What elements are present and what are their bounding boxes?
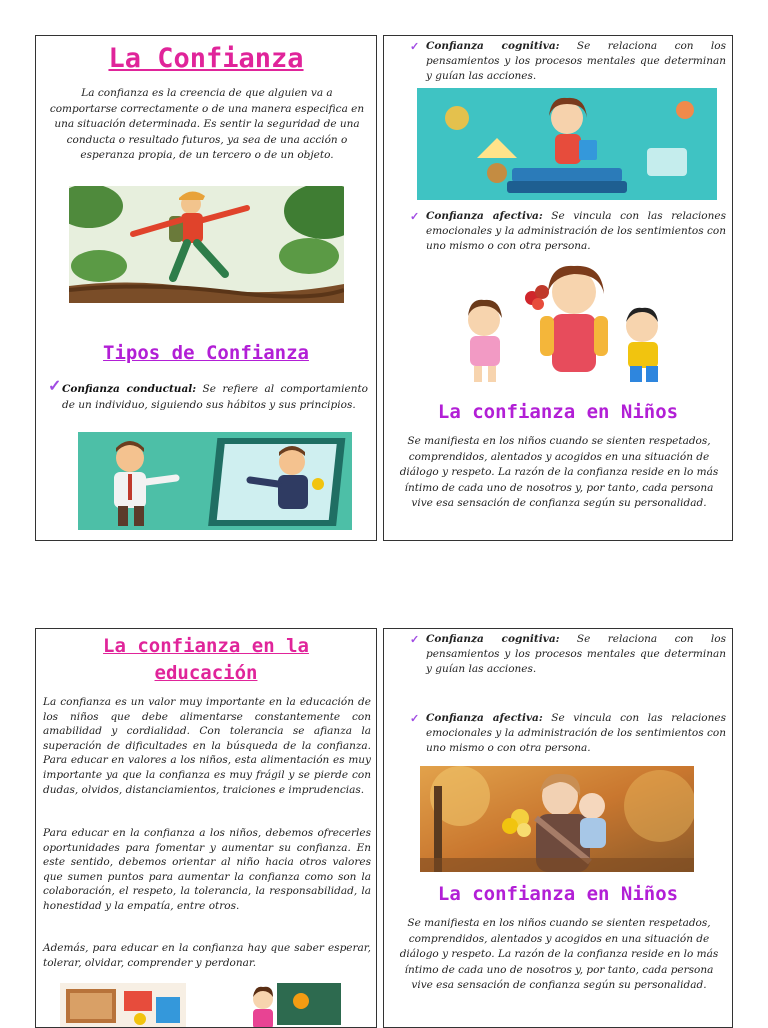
educacion-paragraph-1: La confianza es un valor muy importante en la educación de los niños que debe alimentarse constantemente con amabilidad y cordialidad. Con tolerancia se afianza la superación de dificultades en la búsqueda de la confianza. Para educar en valores a los niños, esta alimentación es muy importante ya que la confianza es muy frágil y se pierde con dudas, olvidos, distanciamientos, traiciones e imprudencias.: [43, 696, 371, 796]
section-title-tipos: Tipos de Confianza: [103, 342, 309, 364]
afectiva-item-2: [410, 711, 726, 756]
conductual-item: [48, 376, 369, 413]
cognitiva-term: Confianza cognitiva:: [426, 40, 560, 52]
cognitiva-text: Se relaciona con los pensamientos y los procesos mentales que determinan y guían las acciones.: [426, 633, 726, 675]
panel-bottom-right: [383, 628, 733, 1028]
family-illustration: [424, 262, 694, 390]
teacher-board-illustration: [241, 979, 345, 1028]
cognitiva-term: Confianza cognitiva:: [426, 633, 560, 645]
educacion-paragraph-3: Además, para educar en la confianza hay que saber esperar, tolerar, olvidar, comprender y perdonar.: [43, 942, 371, 969]
check-icon: ✓: [48, 376, 62, 395]
teacher-illustration: [417, 88, 717, 200]
hiker-illustration: [69, 186, 344, 303]
afectiva-term: Confianza afectiva:: [426, 712, 543, 724]
afectiva-item: [410, 209, 726, 254]
check-icon: ✓: [410, 633, 420, 646]
conductual-term: Confianza conductual:: [62, 383, 197, 395]
check-icon: ✓: [410, 712, 420, 725]
panel-top-left: [35, 35, 377, 541]
afectiva-text: Se vincula con las relaciones emocionales y la administración de los sentimientos con uno mismo o con otra persona.: [426, 210, 726, 252]
cognitiva-text: Se relaciona con los pensamientos y los procesos mentales que determinan y guían las acciones.: [426, 40, 726, 82]
panel-bottom-left: [35, 628, 377, 1028]
ninos-paragraph-2: Se manifiesta en los niños cuando se sienten respetados, comprendidos, alentados y acogidos en una situación de diálogo y respeto. La razón de la confianza reside en lo más íntimo de cada uno de nosotros y, por tanto, cada persona vive esa sensación de confianza según su personalidad.: [399, 917, 719, 991]
page-title: La Confianza: [108, 43, 304, 74]
conductual-text: Se refiere al comportamiento de un individuo, siguiendo sus hábitos y sus principios.: [62, 383, 369, 411]
cognitiva-item: [410, 39, 726, 84]
educacion-paragraph-2: Para educar en la confianza a los niños, debemos ofrecerles oportunidades para fomentar y aumentar su confianza. En este sentido, debemos orientar al niño hacia otros valores que sumen puntos para aumentar la confianza como son la colaboración, el respeto, la tolerancia, la responsabilidad, la honestidad y la empatía, entre otros.: [43, 827, 371, 912]
cognitiva-item-2: [410, 632, 726, 677]
intro-paragraph: La confianza es la creencia de que alguien va a comportarse correctamente o de una manera especifica en una situación determinada. Es sentir la seguridad de una conducta o resultado futuros, ya sea de una acción o esperanza propia, de un tercero o de un objeto.: [49, 87, 365, 161]
classroom-illustration: [60, 983, 186, 1028]
check-icon: ✓: [410, 210, 420, 223]
panel-top-right: [383, 35, 733, 541]
section-title-ninos: La confianza en Niños: [437, 401, 679, 423]
check-icon: ✓: [410, 40, 420, 53]
section-title-educacion: [36, 633, 376, 687]
title-line-2: educación: [154, 662, 258, 684]
mother-child-photo: [420, 766, 694, 872]
title-line-1: La confianza en la: [103, 635, 309, 657]
afectiva-term: Confianza afectiva:: [426, 210, 543, 222]
afectiva-text: Se vincula con las relaciones emocionales y la administración de los sentimientos con uno mismo o con otra persona.: [426, 712, 726, 754]
section-title-ninos-2: La confianza en Niños: [437, 883, 679, 905]
ninos-paragraph: Se manifiesta en los niños cuando se sienten respetados, comprendidos, alentados y acogidos en una situación de diálogo y respeto. La razón de la confianza reside en lo más íntimo de cada uno de nosotros y, por tanto, cada persona vive esa sensación de confianza según su personalidad.: [399, 435, 719, 509]
mirror-illustration: [78, 432, 352, 530]
